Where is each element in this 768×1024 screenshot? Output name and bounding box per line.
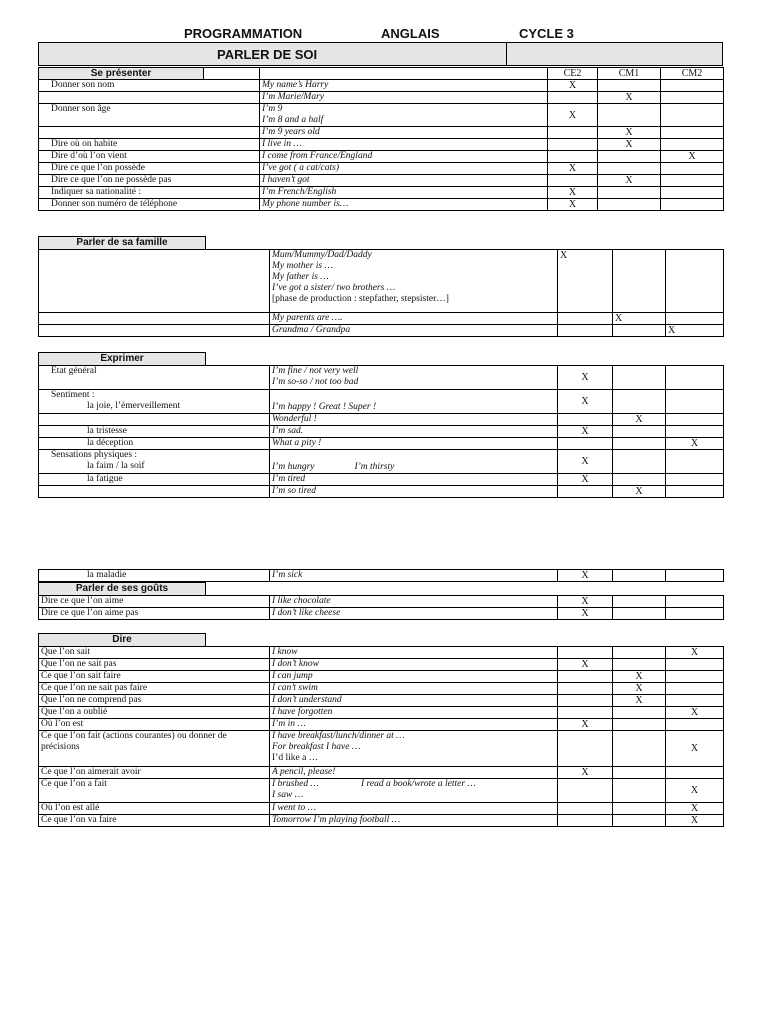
mark-cm1: [613, 608, 666, 620]
mark-cm1: X: [613, 486, 666, 498]
example-line: I’ve got a sister/ two brothers …: [272, 283, 396, 293]
mark-cm2: [666, 426, 724, 438]
mark-cm2: X: [666, 647, 724, 659]
mark-cm2: [666, 366, 724, 390]
table-row: [39, 647, 724, 659]
mark-cm1: [598, 199, 661, 211]
mark-ce2: [558, 731, 613, 767]
row-example: My phone number is…: [260, 199, 548, 211]
table-row: [39, 92, 724, 104]
row-label: Dire ce que l’on ne possède pas: [39, 175, 260, 187]
mark-cm2: [661, 163, 724, 175]
mark-cm2: [666, 474, 724, 486]
section-header-cell: [39, 68, 260, 80]
mark-cm2: [661, 92, 724, 104]
example-thirsty: I’m thirsty: [354, 462, 395, 472]
row-label: Dire ce que l’on aime: [39, 596, 270, 608]
table-row: [39, 474, 724, 486]
row-example: I’m Marie/Mary: [260, 92, 548, 104]
col-cm2: CM2: [661, 68, 724, 80]
row-example: I’m happy ! Great ! Super !: [270, 390, 558, 414]
mark-cm1: X: [613, 671, 666, 683]
mark-ce2: [558, 671, 613, 683]
row-label: Ce que l’on aimerait avoir: [39, 767, 270, 779]
label-line: la faim / la soif: [87, 461, 145, 471]
row-example: I went to …: [270, 803, 558, 815]
mark-cm2: [666, 450, 724, 474]
section-title: Exprimer: [38, 352, 206, 366]
mark-cm1: [598, 163, 661, 175]
mark-cm2: [666, 390, 724, 414]
mark-cm1: [598, 187, 661, 199]
mark-ce2: [558, 325, 613, 337]
mark-cm2: X: [666, 325, 724, 337]
mark-ce2: [558, 313, 613, 325]
mark-ce2: [558, 695, 613, 707]
table-row: [39, 671, 724, 683]
table-row: [39, 608, 724, 620]
row-label: Dire ce que l’on possède: [39, 163, 260, 175]
section-title: Dire: [38, 633, 206, 647]
mark-cm1: [598, 80, 661, 92]
title-box: [38, 42, 723, 66]
row-example: I’m so tired: [270, 486, 558, 498]
table-row: [39, 683, 724, 695]
mark-cm2: [666, 570, 724, 582]
mark-cm2: [666, 313, 724, 325]
mark-ce2: X: [548, 199, 598, 211]
row-example: Grandma / Grandpa: [270, 325, 558, 337]
mark-cm2: X: [666, 438, 724, 450]
row-example: I don’t understand: [270, 695, 558, 707]
example-line: [phase de production : stepfather, stepsister…]: [272, 294, 449, 304]
mark-cm2: [666, 695, 724, 707]
mark-ce2: X: [548, 187, 598, 199]
example-brushed: I brushed …: [272, 779, 319, 789]
row-label: la fatigue: [39, 474, 270, 486]
mark-cm2: [666, 608, 724, 620]
row-example: I know: [270, 647, 558, 659]
mark-cm1: [613, 779, 666, 803]
row-example: I haven’t got: [260, 175, 548, 187]
mark-cm1: [613, 815, 666, 827]
table-row: [39, 139, 724, 151]
mark-cm2: [661, 139, 724, 151]
mark-cm1: [598, 151, 661, 163]
mark-cm2: [661, 175, 724, 187]
row-label: Où l’on est allé: [39, 803, 270, 815]
mark-cm2: X: [666, 815, 724, 827]
row-label: Donner son âge: [39, 104, 260, 127]
mark-ce2: [558, 414, 613, 426]
mark-ce2: [558, 815, 613, 827]
table-row: [39, 80, 724, 92]
table-row: [39, 815, 724, 827]
maladie-grid: [38, 569, 724, 582]
mark-cm2: X: [666, 803, 724, 815]
page-title: PARLER DE SOI: [217, 47, 318, 62]
header-cycle: CYCLE 3: [519, 26, 574, 41]
mark-cm1: [613, 803, 666, 815]
table-row: [39, 803, 724, 815]
row-example: I can’t swim: [270, 683, 558, 695]
row-example: A pencil, please!: [270, 767, 558, 779]
label-line: Sensations physiques :: [51, 450, 138, 460]
mark-cm2: [666, 683, 724, 695]
row-example: [270, 250, 558, 313]
mark-cm2: [661, 104, 724, 127]
mark-cm2: [666, 659, 724, 671]
row-label: Ce que l’on sait faire: [39, 671, 270, 683]
row-label: État général: [39, 366, 270, 390]
table-row: [39, 313, 724, 325]
row-example: I’m sad.: [270, 426, 558, 438]
row-label: [39, 731, 270, 767]
row-label: [39, 313, 270, 325]
col-cm1: CM1: [598, 68, 661, 80]
mark-cm1: [613, 707, 666, 719]
table-row: [39, 707, 724, 719]
row-label: [39, 486, 270, 498]
mark-cm1: [613, 659, 666, 671]
row-example: I come from France/England: [260, 151, 548, 163]
mark-ce2: X: [558, 596, 613, 608]
mark-cm1: X: [598, 127, 661, 139]
table-row: [39, 390, 724, 414]
row-example: I’m French/English: [260, 187, 548, 199]
mark-cm2: [666, 719, 724, 731]
mark-cm1: [613, 366, 666, 390]
table-row: [39, 414, 724, 426]
example-line: For breakfast I have …: [272, 742, 361, 752]
example-line: I saw …: [272, 790, 304, 800]
mark-ce2: [558, 647, 613, 659]
famille-grid: [38, 249, 724, 337]
row-example: I’m 9 years old: [260, 127, 548, 139]
mark-cm1: X: [613, 313, 666, 325]
row-label: [39, 325, 270, 337]
label-line: Ce que l’on fait (actions courantes) ou donner de: [41, 731, 227, 741]
row-label: Indiquer sa nationalité :: [39, 187, 260, 199]
row-label: Que l’on ne sait pas: [39, 659, 270, 671]
mark-ce2: [558, 683, 613, 695]
mark-ce2: X: [558, 450, 613, 474]
mark-ce2: X: [558, 767, 613, 779]
mark-ce2: X: [558, 250, 613, 313]
header-subject: ANGLAIS: [381, 26, 440, 41]
row-example: My parents are ….: [270, 313, 558, 325]
example-line: Mum/Mummy/Dad/Daddy: [272, 250, 372, 260]
mark-cm2: [661, 199, 724, 211]
row-example: I have forgotten: [270, 707, 558, 719]
row-example: I’ve got ( a cat/cats): [260, 163, 548, 175]
mark-cm1: [613, 325, 666, 337]
mark-cm1: [613, 438, 666, 450]
row-label: [39, 127, 260, 139]
mark-cm1: X: [598, 175, 661, 187]
mark-ce2: X: [558, 659, 613, 671]
mark-cm2: [666, 671, 724, 683]
row-example: Wonderful !: [270, 414, 558, 426]
table-row: [39, 68, 724, 80]
mark-ce2: X: [558, 570, 613, 582]
row-example: [270, 366, 558, 390]
mark-ce2: [558, 486, 613, 498]
table-row: [39, 570, 724, 582]
row-example: I’m tired: [270, 474, 558, 486]
example-read: I read a book/wrote a letter …: [360, 779, 476, 789]
title-divider: [506, 43, 507, 65]
mark-cm2: [661, 127, 724, 139]
row-label: [39, 450, 270, 474]
mark-cm1: [613, 474, 666, 486]
example-line: I’m fine / not very well: [272, 366, 359, 376]
row-example: I can jump: [270, 671, 558, 683]
row-label: Que l’on sait: [39, 647, 270, 659]
row-label: la maladie: [39, 570, 270, 582]
mark-cm1: [613, 596, 666, 608]
dire-grid: [38, 646, 724, 827]
example-line: I’d like a …: [272, 753, 319, 763]
row-label: Donner son nom: [39, 80, 260, 92]
row-example: [270, 731, 558, 767]
mark-ce2: [558, 803, 613, 815]
mark-ce2: X: [558, 719, 613, 731]
row-label: Donner son numéro de téléphone: [39, 199, 260, 211]
row-label: Dire ce que l’on aime pas: [39, 608, 270, 620]
mark-ce2: [548, 92, 598, 104]
row-example: Tomorrow I’m playing football …: [270, 815, 558, 827]
mark-cm1: [613, 426, 666, 438]
row-label: [39, 390, 270, 414]
row-example: I don’t know: [270, 659, 558, 671]
mark-cm2: X: [666, 779, 724, 803]
mark-ce2: X: [548, 163, 598, 175]
mark-ce2: [548, 151, 598, 163]
header-programmation: PROGRAMMATION: [184, 26, 303, 41]
mark-cm2: [666, 486, 724, 498]
label-line: la joie, l’émerveillement: [87, 401, 181, 411]
mark-ce2: X: [558, 608, 613, 620]
mark-cm1: [613, 731, 666, 767]
gouts-grid: [38, 595, 724, 620]
mark-cm2: [661, 80, 724, 92]
mark-cm2: [666, 414, 724, 426]
table-row: [39, 486, 724, 498]
table-row: [39, 104, 724, 127]
mark-cm1: X: [598, 139, 661, 151]
row-example: I live in …: [260, 139, 548, 151]
mark-cm2: X: [666, 731, 724, 767]
mark-ce2: [558, 707, 613, 719]
example-line: My father is …: [272, 272, 329, 282]
row-label: Dire où on habite: [39, 139, 260, 151]
mark-ce2: [558, 438, 613, 450]
mark-cm1: [613, 450, 666, 474]
mark-cm2: X: [666, 707, 724, 719]
mark-ce2: [548, 139, 598, 151]
row-label: Ce que l’on ne sait pas faire: [39, 683, 270, 695]
table-row: [39, 779, 724, 803]
row-label: [39, 92, 260, 104]
example-line: I’m 9: [262, 104, 283, 114]
row-example: I’m in …: [270, 719, 558, 731]
table-row: [39, 199, 724, 211]
table-row: [39, 366, 724, 390]
mark-ce2: X: [558, 426, 613, 438]
mark-ce2: [548, 175, 598, 187]
mark-cm1: X: [613, 695, 666, 707]
example-line: I’m so-so / not too bad: [272, 377, 359, 387]
example-line: I have breakfast/lunch/dinner at …: [272, 731, 405, 741]
row-example: [270, 779, 558, 803]
row-example: [260, 104, 548, 127]
mark-cm2: X: [661, 151, 724, 163]
row-example: I’m sick: [270, 570, 558, 582]
row-label: Dire d’où l’on vient: [39, 151, 260, 163]
example-hungry: I’m hungry: [272, 462, 315, 472]
table-row: [39, 426, 724, 438]
row-example: [270, 450, 558, 474]
mark-ce2: X: [558, 474, 613, 486]
mark-ce2: X: [548, 80, 598, 92]
exprimer-grid: [38, 365, 724, 498]
row-example: I don’t like cheese: [270, 608, 558, 620]
table-row: [39, 767, 724, 779]
mark-cm1: [613, 250, 666, 313]
table-row: [39, 450, 724, 474]
row-label: Que l’on a oublié: [39, 707, 270, 719]
row-label: [39, 250, 270, 313]
mark-cm1: [613, 719, 666, 731]
mark-cm2: [666, 250, 724, 313]
table-row: [39, 695, 724, 707]
row-label: [39, 414, 270, 426]
table-row: [39, 127, 724, 139]
example-line: I’m 8 and a half: [262, 115, 324, 125]
row-label: Ce que l’on a fait: [39, 779, 270, 803]
mark-cm1: [613, 647, 666, 659]
row-label: la tristesse: [39, 426, 270, 438]
mark-ce2: [558, 779, 613, 803]
mark-ce2: X: [548, 104, 598, 127]
col-ce2: CE2: [548, 68, 598, 80]
table-row: [39, 187, 724, 199]
table-row: [39, 175, 724, 187]
mark-cm1: [613, 390, 666, 414]
row-label: Où l’on est: [39, 719, 270, 731]
row-label: Ce que l’on va faire: [39, 815, 270, 827]
mark-cm2: [666, 596, 724, 608]
table-row: [39, 731, 724, 767]
se-presenter-grid: [38, 67, 724, 211]
mark-cm2: [661, 187, 724, 199]
table-row: [39, 250, 724, 313]
mark-ce2: X: [558, 366, 613, 390]
row-label: la déception: [39, 438, 270, 450]
row-example: I like chocolate: [270, 596, 558, 608]
row-example: My name’s Harry: [260, 80, 548, 92]
mark-ce2: X: [558, 390, 613, 414]
mark-cm1: X: [613, 414, 666, 426]
section-title: Parler de ses goûts: [38, 582, 206, 596]
label-line: Sentiment :: [51, 390, 95, 400]
table-row: [39, 163, 724, 175]
mark-cm1: X: [613, 683, 666, 695]
mark-cm1: [613, 767, 666, 779]
example-line: My mother is …: [272, 261, 333, 271]
table-row: [39, 659, 724, 671]
mark-cm1: [613, 570, 666, 582]
table-row: [39, 438, 724, 450]
mark-ce2: [548, 127, 598, 139]
row-label: Que l’on ne comprend pas: [39, 695, 270, 707]
section-title: Se présenter: [39, 68, 204, 79]
table-row: [39, 325, 724, 337]
section-title: Parler de sa famille: [38, 236, 206, 250]
blank-cell: [260, 68, 548, 80]
mark-cm1: X: [598, 92, 661, 104]
mark-cm1: [598, 104, 661, 127]
mark-cm2: [666, 767, 724, 779]
row-example: What a pity !: [270, 438, 558, 450]
table-row: [39, 151, 724, 163]
table-row: [39, 719, 724, 731]
table-row: [39, 596, 724, 608]
label-line: précisions: [41, 742, 80, 752]
